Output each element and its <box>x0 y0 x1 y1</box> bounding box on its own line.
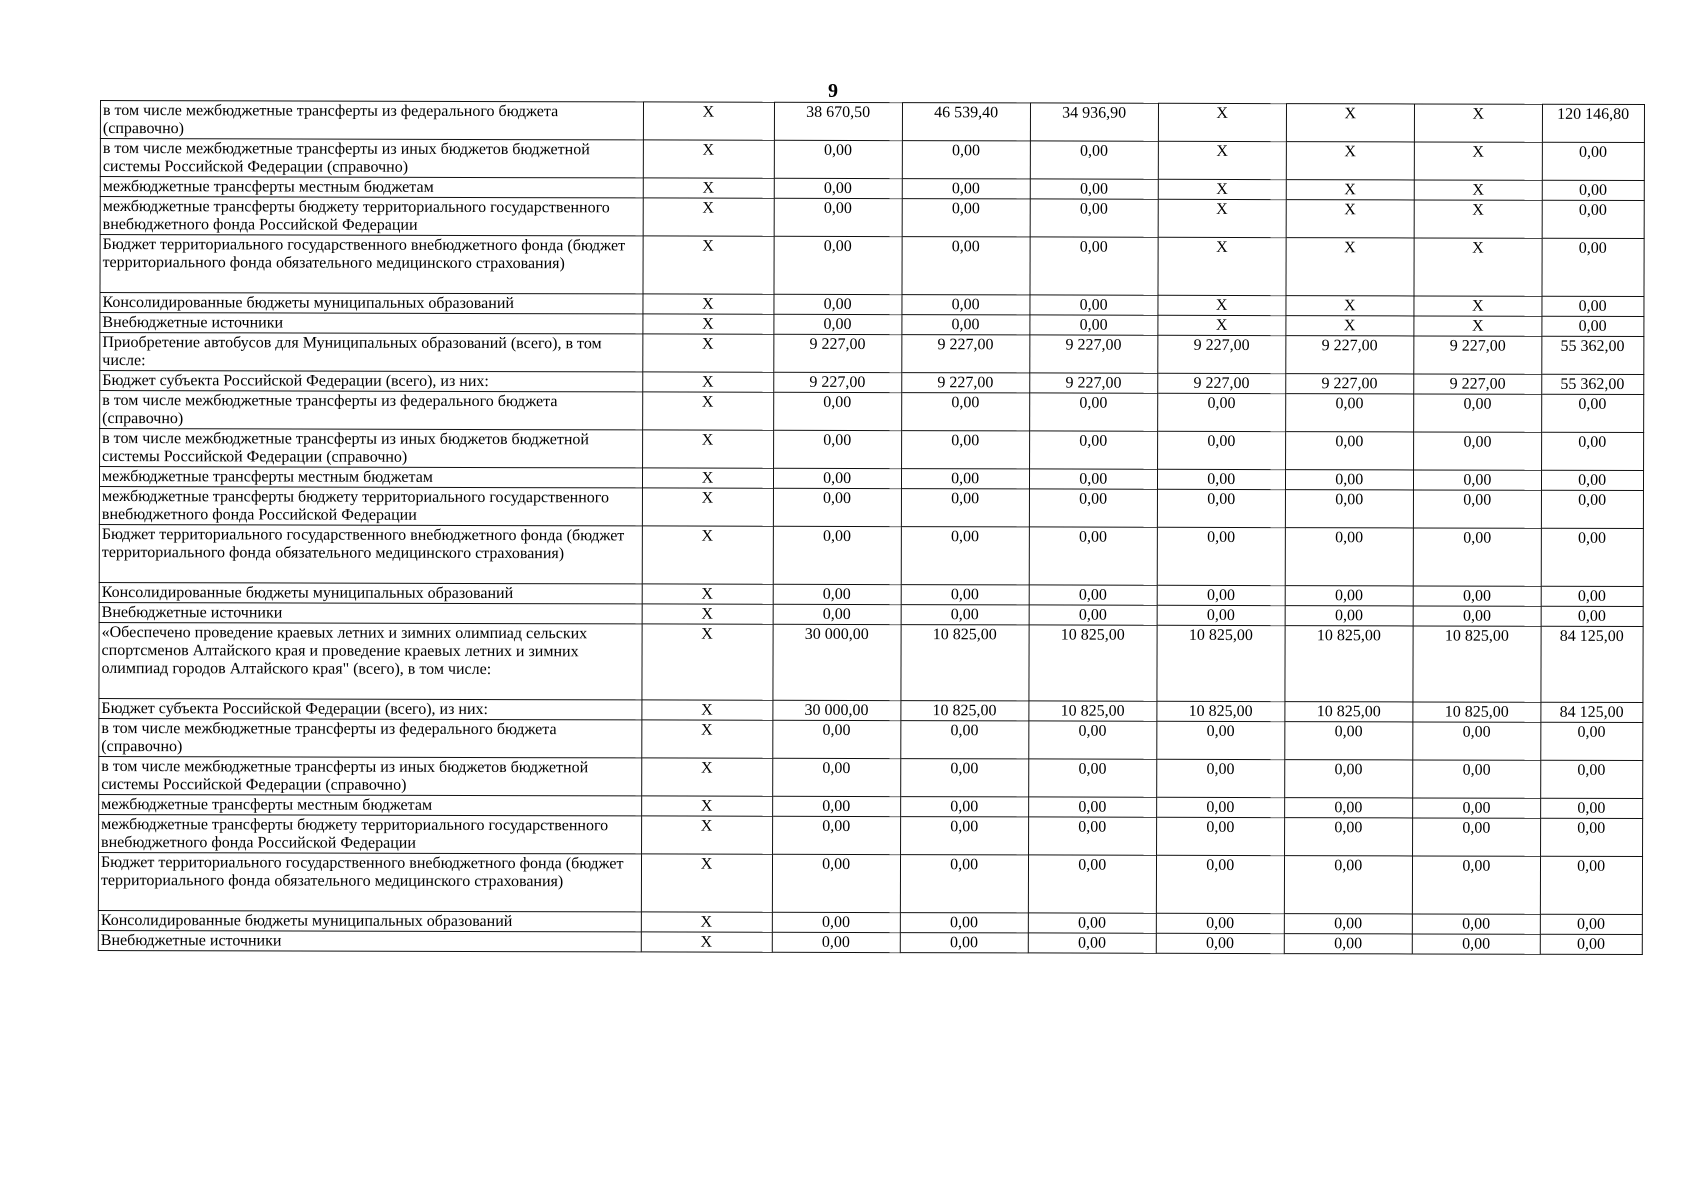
year-value: 0,00 <box>1157 855 1285 913</box>
year-value: 9 227,00 <box>774 372 902 392</box>
row-mark: Х <box>643 102 774 140</box>
year-value: 0,00 <box>901 527 1029 585</box>
year-value: 9 227,00 <box>1286 374 1414 394</box>
row-total: 0,00 <box>1542 470 1644 490</box>
row-total: 55 362,00 <box>1542 374 1644 394</box>
row-mark: Х <box>642 468 773 488</box>
row-total: 0,00 <box>1542 394 1644 432</box>
row-mark: Х <box>642 584 773 604</box>
row-label: межбюджетные трансферты бюджету территориального государственного внебюджетного фонда Российской Федерации <box>99 814 642 853</box>
year-value: 0,00 <box>1286 394 1414 432</box>
row-mark: Х <box>643 314 774 334</box>
row-label: в том числе межбюджетные трансферты из иных бюджетов бюджетной системы Российской Федерации (справочно) <box>100 139 643 178</box>
year-value: 9 227,00 <box>1030 335 1158 373</box>
year-value: 10 825,00 <box>1413 626 1541 702</box>
year-value: 0,00 <box>773 796 901 816</box>
row-label: Бюджет территориального государственного внебюджетного фонда (бюджет территориального фонда обязательного медицинского страхования) <box>99 524 642 583</box>
year-value: 0,00 <box>1413 856 1541 914</box>
year-value: 0,00 <box>773 758 901 796</box>
year-value: 0,00 <box>1029 605 1157 625</box>
year-value: 0,00 <box>1286 470 1414 490</box>
year-value: 0,00 <box>901 817 1029 855</box>
year-value: 0,00 <box>1030 295 1158 315</box>
row-label: Консолидированные бюджеты муниципальных образований <box>99 582 642 603</box>
year-value: 0,00 <box>1413 934 1541 954</box>
year-value: 0,00 <box>1029 855 1157 913</box>
year-value: 0,00 <box>901 585 1029 605</box>
year-value: 0,00 <box>773 488 901 526</box>
year-value: 0,00 <box>774 140 902 178</box>
year-value: 0,00 <box>1285 818 1413 856</box>
year-value: Х <box>1158 315 1286 335</box>
year-value: 0,00 <box>1029 913 1157 933</box>
year-value: 0,00 <box>772 932 900 952</box>
year-value: 0,00 <box>1158 431 1286 469</box>
year-value: Х <box>1415 180 1543 200</box>
year-value: Х <box>1287 104 1415 142</box>
year-value: 0,00 <box>1157 817 1285 855</box>
table-row <box>100 333 1644 375</box>
year-value: 0,00 <box>1285 934 1413 954</box>
year-value: Х <box>1158 295 1286 315</box>
year-value: 0,00 <box>1286 490 1414 528</box>
row-label: в том числе межбюджетные трансферты из иных бюджетов бюджетной системы Российской Федерации (справочно) <box>99 756 642 795</box>
year-value: 9 227,00 <box>1414 374 1542 394</box>
year-value: 30 000,00 <box>773 624 901 700</box>
year-value: 0,00 <box>1285 798 1413 818</box>
row-total: 0,00 <box>1542 432 1644 470</box>
year-value: 10 825,00 <box>1285 626 1413 702</box>
year-value: 0,00 <box>1285 606 1413 626</box>
row-mark: Х <box>641 816 772 854</box>
row-total: 0,00 <box>1542 586 1644 606</box>
year-value: Х <box>1159 141 1287 179</box>
year-value: 46 539,40 <box>903 103 1031 141</box>
year-value: Х <box>1414 200 1542 238</box>
row-total: 0,00 <box>1542 296 1644 316</box>
year-value: 0,00 <box>1030 489 1158 527</box>
row-total: 0,00 <box>1542 238 1644 296</box>
year-value: 0,00 <box>1030 179 1158 199</box>
row-total: 0,00 <box>1541 798 1643 818</box>
year-value: 34 936,90 <box>1031 103 1159 141</box>
year-value: 0,00 <box>1030 237 1158 295</box>
row-total: 120 146,80 <box>1543 104 1645 142</box>
row-label: межбюджетные трансферты местным бюджетам <box>99 467 642 488</box>
year-value: 9 227,00 <box>1286 336 1414 374</box>
year-value: Х <box>1415 142 1543 180</box>
year-value: Х <box>1287 180 1415 200</box>
row-mark: Х <box>641 854 772 912</box>
row-total: 0,00 <box>1541 856 1643 914</box>
year-value: 0,00 <box>901 797 1029 817</box>
row-total: 0,00 <box>1543 180 1645 200</box>
year-value: 0,00 <box>1157 721 1285 759</box>
row-total: 0,00 <box>1543 142 1645 180</box>
year-value: 0,00 <box>1414 490 1542 528</box>
row-mark: Х <box>643 236 774 294</box>
year-value: 0,00 <box>1414 470 1542 490</box>
year-value: 0,00 <box>1285 722 1413 760</box>
year-value: Х <box>1286 296 1414 316</box>
year-value: 0,00 <box>1285 760 1413 798</box>
year-value: 0,00 <box>772 854 900 912</box>
year-value: 0,00 <box>1413 914 1541 934</box>
year-value: 0,00 <box>774 294 902 314</box>
row-mark: Х <box>643 198 774 236</box>
year-value: 0,00 <box>1157 933 1285 953</box>
year-value: 0,00 <box>1029 585 1157 605</box>
row-label: межбюджетные трансферты местным бюджетам <box>100 177 643 198</box>
row-mark: Х <box>642 758 773 796</box>
row-mark: Х <box>642 624 773 700</box>
row-mark: Х <box>641 932 772 952</box>
year-value: 0,00 <box>900 933 1028 953</box>
table-row <box>100 391 1644 433</box>
table-row <box>98 930 1642 954</box>
row-label: в том числе межбюджетные трансферты из федерального бюджета (справочно) <box>99 718 642 757</box>
row-mark: Х <box>642 720 773 758</box>
year-value: 9 227,00 <box>1158 335 1286 373</box>
year-value: 0,00 <box>902 141 1030 179</box>
year-value: 0,00 <box>774 430 902 468</box>
year-value: 0,00 <box>1414 432 1542 470</box>
table-row <box>100 197 1644 239</box>
page-number: 9 <box>828 80 838 102</box>
row-total: 0,00 <box>1541 722 1643 760</box>
year-value: 0,00 <box>901 605 1029 625</box>
year-value: 9 227,00 <box>1414 336 1542 374</box>
year-value: Х <box>1414 238 1542 296</box>
table-row <box>100 235 1644 297</box>
table-row <box>99 718 1643 760</box>
year-value: 0,00 <box>1029 527 1157 585</box>
row-total: 84 125,00 <box>1541 702 1643 722</box>
table-row <box>99 756 1643 798</box>
year-value: 0,00 <box>1030 141 1158 179</box>
year-value: 9 227,00 <box>902 335 1030 373</box>
row-label: Консолидированные бюджеты муниципальных образований <box>100 293 643 314</box>
year-value: 38 670,50 <box>774 102 902 140</box>
row-mark: Х <box>643 294 774 314</box>
year-value: 0,00 <box>902 431 1030 469</box>
row-mark: Х <box>643 392 774 430</box>
year-value: Х <box>1158 179 1286 199</box>
year-value: 0,00 <box>1157 585 1285 605</box>
year-value: Х <box>1159 103 1287 141</box>
row-mark: Х <box>643 372 774 392</box>
row-label: межбюджетные трансферты бюджету территориального государственного внебюджетного фонда Российской Федерации <box>100 197 643 236</box>
year-value: 0,00 <box>773 526 901 584</box>
table-row <box>98 852 1642 914</box>
row-label: Бюджет территориального государственного внебюджетного фонда (бюджет территориального фонда обязательного медицинского страхования) <box>98 852 641 911</box>
year-value: 0,00 <box>902 393 1030 431</box>
year-value: 0,00 <box>901 855 1029 913</box>
year-value: 0,00 <box>1158 469 1286 489</box>
year-value: 10 825,00 <box>1029 625 1157 701</box>
year-value: 9 227,00 <box>774 334 902 372</box>
year-value: 9 227,00 <box>902 373 1030 393</box>
year-value: 0,00 <box>774 468 902 488</box>
year-value: Х <box>1286 316 1414 336</box>
year-value: 0,00 <box>1157 527 1285 585</box>
year-value: 0,00 <box>1029 721 1157 759</box>
year-value: Х <box>1158 199 1286 237</box>
row-mark: Х <box>642 604 773 624</box>
year-value: 10 825,00 <box>1157 625 1285 701</box>
table-row <box>100 139 1644 181</box>
row-total: 0,00 <box>1541 934 1643 954</box>
year-value: 0,00 <box>1285 586 1413 606</box>
table-row <box>100 101 1644 143</box>
year-value: 10 825,00 <box>901 625 1029 701</box>
year-value: 0,00 <box>1413 798 1541 818</box>
year-value: 0,00 <box>1157 759 1285 797</box>
row-label: межбюджетные трансферты бюджету территориального государственного внебюджетного фонда Российской Федерации <box>99 486 642 525</box>
row-mark: Х <box>643 334 774 372</box>
year-value: 0,00 <box>1413 760 1541 798</box>
row-total: 0,00 <box>1542 490 1644 528</box>
row-label: в том числе межбюджетные трансферты из иных бюджетов бюджетной системы Российской Федерации (справочно) <box>100 429 643 468</box>
budget-table <box>98 100 1645 955</box>
row-total: 0,00 <box>1542 606 1644 626</box>
row-label: в том числе межбюджетные трансферты из федерального бюджета (справочно) <box>100 101 643 140</box>
table-row <box>100 429 1644 471</box>
row-label: Бюджет субъекта Российской Федерации (всего), из них: <box>99 698 642 719</box>
year-value: 0,00 <box>773 584 901 604</box>
row-label: межбюджетные трансферты местным бюджетам <box>99 794 642 815</box>
row-label: Консолидированные бюджеты муниципальных образований <box>98 910 641 931</box>
year-value: 10 825,00 <box>1029 701 1157 721</box>
year-value: 0,00 <box>902 489 1030 527</box>
year-value: 0,00 <box>1157 913 1285 933</box>
year-value: 10 825,00 <box>1157 701 1285 721</box>
row-mark: Х <box>642 796 773 816</box>
row-total: 0,00 <box>1543 200 1645 238</box>
row-total: 55 362,00 <box>1542 336 1644 374</box>
year-value: 0,00 <box>774 392 902 430</box>
year-value: Х <box>1158 237 1286 295</box>
row-total: 0,00 <box>1542 528 1644 586</box>
year-value: Х <box>1415 104 1543 142</box>
year-value: 0,00 <box>772 912 900 932</box>
year-value: 0,00 <box>1413 722 1541 760</box>
year-value: 30 000,00 <box>773 700 901 720</box>
row-label: Приобретение автобусов для Муниципальных образований (всего), в том числе: <box>100 333 643 372</box>
year-value: 0,00 <box>1030 199 1158 237</box>
year-value: 10 825,00 <box>901 701 1029 721</box>
year-value: 10 825,00 <box>1285 702 1413 722</box>
row-total: 0,00 <box>1541 914 1643 934</box>
budget-table-body <box>98 101 1644 955</box>
year-value: 0,00 <box>1413 818 1541 856</box>
row-label: в том числе межбюджетные трансферты из федерального бюджета (справочно) <box>100 391 643 430</box>
table-row <box>99 486 1643 528</box>
row-mark: Х <box>641 912 772 932</box>
year-value: 0,00 <box>1029 797 1157 817</box>
row-total: 0,00 <box>1542 316 1644 336</box>
year-value: 0,00 <box>773 720 901 758</box>
row-label: Бюджет территориального государственного внебюджетного фонда (бюджет территориального фонда обязательного медицинского страхования) <box>100 235 643 294</box>
year-value: 0,00 <box>1414 394 1542 432</box>
year-value: 0,00 <box>902 295 1030 315</box>
row-mark: Х <box>642 526 773 584</box>
year-value: 0,00 <box>1029 759 1157 797</box>
year-value: Х <box>1287 142 1415 180</box>
year-value: Х <box>1414 316 1542 336</box>
year-value: 0,00 <box>1029 817 1157 855</box>
year-value: 0,00 <box>1414 528 1542 586</box>
year-value: 10 825,00 <box>1413 702 1541 722</box>
row-label: «Обеспечено проведение краевых летних и зимних олимпиад сельских спортсменов Алтайского края и проведение краевых летних и зимних олимпиад городов Алтайского края" (всего), в том числе: <box>99 622 642 699</box>
row-mark: Х <box>642 488 773 526</box>
row-label: Внебюджетные источники <box>100 313 643 334</box>
row-total: 0,00 <box>1541 760 1643 798</box>
row-mark: Х <box>642 430 773 468</box>
year-value: 0,00 <box>1030 469 1158 489</box>
year-value: 0,00 <box>774 236 902 294</box>
year-value: 0,00 <box>1030 431 1158 469</box>
table-row <box>99 524 1643 586</box>
year-value: 0,00 <box>902 469 1030 489</box>
year-value: 0,00 <box>1157 605 1285 625</box>
year-value: 0,00 <box>902 237 1030 295</box>
year-value: 0,00 <box>774 314 902 334</box>
year-value: 0,00 <box>1286 432 1414 470</box>
year-value: 0,00 <box>901 721 1029 759</box>
year-value: 0,00 <box>902 315 1030 335</box>
year-value: 0,00 <box>1157 797 1285 817</box>
year-value: 0,00 <box>902 199 1030 237</box>
year-value: Х <box>1286 200 1414 238</box>
year-value: 9 227,00 <box>1158 373 1286 393</box>
year-value: 0,00 <box>774 178 902 198</box>
year-value: 0,00 <box>901 759 1029 797</box>
year-value: 0,00 <box>1028 933 1156 953</box>
year-value: 0,00 <box>902 179 1030 199</box>
row-mark: Х <box>643 140 774 178</box>
year-value: 0,00 <box>773 816 901 854</box>
year-value: 0,00 <box>1285 914 1413 934</box>
row-label: Внебюджетные источники <box>99 602 642 623</box>
year-value: 9 227,00 <box>1030 373 1158 393</box>
year-value: 0,00 <box>1414 586 1542 606</box>
year-value: 0,00 <box>1030 393 1158 431</box>
row-mark: Х <box>643 178 774 198</box>
table-row <box>99 622 1643 702</box>
year-value: Х <box>1414 296 1542 316</box>
year-value: 0,00 <box>1158 489 1286 527</box>
year-value: 0,00 <box>900 913 1028 933</box>
row-label: Бюджет субъекта Российской Федерации (всего), из них: <box>100 371 643 392</box>
row-label: Внебюджетные источники <box>98 930 641 951</box>
year-value: 0,00 <box>1286 528 1414 586</box>
year-value: 0,00 <box>1285 856 1413 914</box>
year-value: 0,00 <box>1030 315 1158 335</box>
row-total: 84 125,00 <box>1541 626 1643 702</box>
year-value: 0,00 <box>1158 393 1286 431</box>
row-mark: Х <box>642 700 773 720</box>
year-value: 0,00 <box>1413 606 1541 626</box>
year-value: Х <box>1286 238 1414 296</box>
table-row <box>99 814 1643 856</box>
year-value: 0,00 <box>773 604 901 624</box>
row-total: 0,00 <box>1541 818 1643 856</box>
year-value: 0,00 <box>774 198 902 236</box>
